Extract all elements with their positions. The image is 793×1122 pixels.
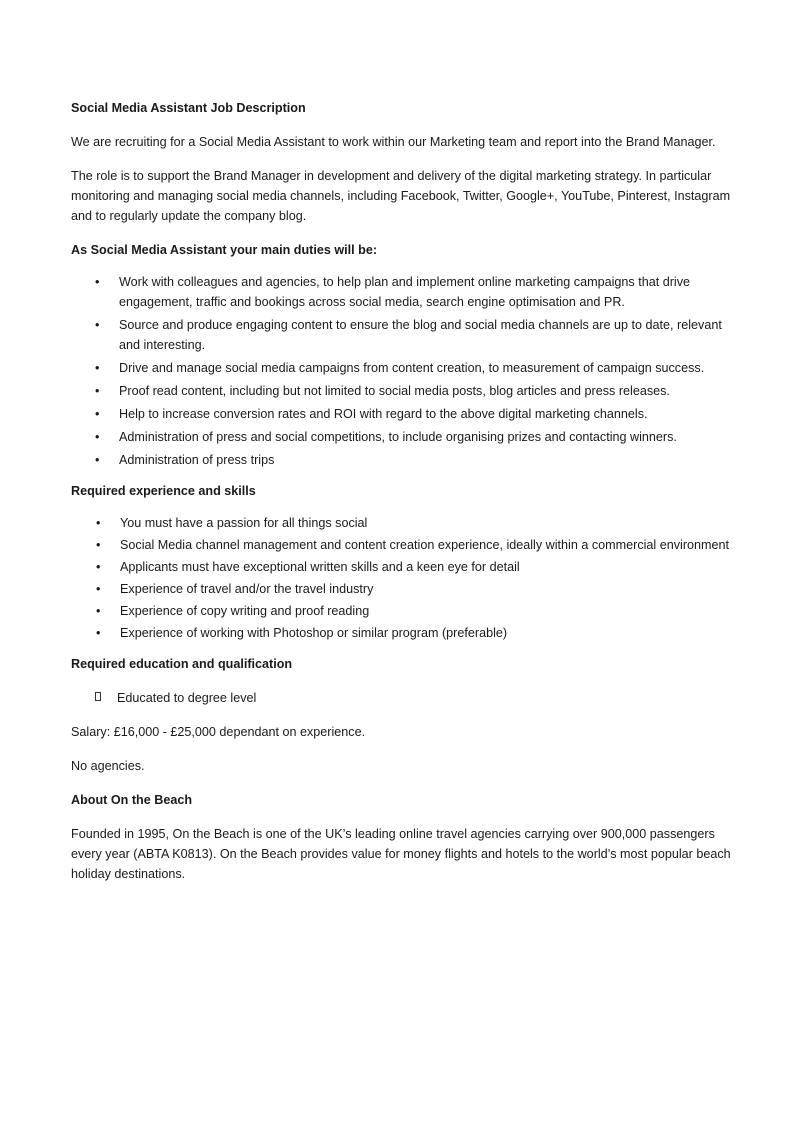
skill-text: Applicants must have exceptional written skills and a keen eye for detail: [120, 560, 520, 574]
skill-text: Experience of working with Photoshop or similar program (preferable): [120, 626, 508, 640]
duty-text: Administration of press and social competitions, to include organising prizes and contacting winners.: [119, 430, 677, 444]
bullet-icon: •: [96, 604, 101, 618]
agencies-note: No agencies.: [71, 759, 145, 773]
bullet-icon: •: [95, 275, 100, 289]
list-item: [71, 579, 731, 599]
duties-list: [71, 272, 731, 470]
education-text: Educated to degree level: [117, 691, 257, 705]
list-item: [71, 272, 731, 312]
education-list: [71, 688, 731, 708]
education-heading: Required education and qualification: [71, 657, 293, 671]
list-item: [71, 535, 731, 555]
skill-text: Experience of copy writing and proof reading: [120, 604, 370, 618]
list-item: [71, 381, 731, 401]
list-item: [71, 358, 731, 378]
bullet-icon: •: [96, 560, 101, 574]
document-body: [71, 98, 731, 898]
duty-text: Work with colleagues and agencies, to help plan and implement online marketing campaigns that drive engagement, traffic and bookings across social media, search engine optimisation and PR.: [119, 275, 691, 309]
list-item: [71, 623, 731, 643]
missing-glyph-box-icon: [95, 692, 101, 701]
skill-text: You must have a passion for all things social: [120, 516, 368, 530]
duty-text: Source and produce engaging content to ensure the blog and social media channels are up to date, relevant and interesting.: [119, 318, 722, 352]
duty-text: Drive and manage social media campaigns from content creation, to measurement of campaign success.: [119, 361, 705, 375]
bullet-icon: •: [95, 407, 100, 421]
bullet-icon: •: [96, 626, 101, 640]
duty-text: Proof read content, including but not limited to social media posts, blog articles and press releases.: [119, 384, 670, 398]
skill-text: Social Media channel management and content creation experience, ideally within a commercial environment: [120, 538, 730, 552]
role-paragraph: The role is to support the Brand Manager in development and delivery of the digital marketing strategy. In particular monitoring and managing social media channels, including Facebook, Twitter, Google+, YouTube, Pinterest, Instagram and to regularly update the company blog.: [71, 169, 731, 223]
list-item: [71, 427, 731, 447]
list-item: [71, 315, 731, 355]
about-paragraph: Founded in 1995, On the Beach is one of the UK’s leading online travel agencies carrying over 900,000 passengers every year (ABTA K0813). On the Beach provides value for money flights and hotels to the world’s most popular beach holiday destinations.: [71, 827, 731, 881]
bullet-icon: •: [95, 318, 100, 332]
skills-heading: Required experience and skills: [71, 484, 256, 498]
about-heading: About On the Beach: [71, 793, 193, 807]
duties-heading: As Social Media Assistant your main duties will be:: [71, 243, 378, 257]
bullet-icon: •: [96, 582, 101, 596]
bullet-icon: •: [96, 516, 101, 530]
skill-text: Experience of travel and/or the travel industry: [120, 582, 374, 596]
duty-text: Administration of press trips: [119, 453, 275, 467]
skills-list: [71, 513, 731, 643]
bullet-icon: •: [95, 453, 100, 467]
bullet-icon: •: [95, 430, 100, 444]
bullet-icon: •: [96, 538, 101, 552]
duty-text: Help to increase conversion rates and ROI with regard to the above digital marketing channels.: [119, 407, 648, 421]
list-item: [71, 688, 731, 708]
list-item: [71, 404, 731, 424]
intro-paragraph: We are recruiting for a Social Media Assistant to work within our Marketing team and report into the Brand Manager.: [71, 135, 716, 149]
salary-text: Salary: £16,000 - £25,000 dependant on experience.: [71, 725, 366, 739]
bullet-icon: •: [95, 384, 100, 398]
list-item: [71, 557, 731, 577]
list-item: [71, 450, 731, 470]
document-title: Social Media Assistant Job Description: [71, 101, 306, 115]
list-item: [71, 601, 731, 621]
list-item: [71, 513, 731, 533]
bullet-icon: •: [95, 361, 100, 375]
